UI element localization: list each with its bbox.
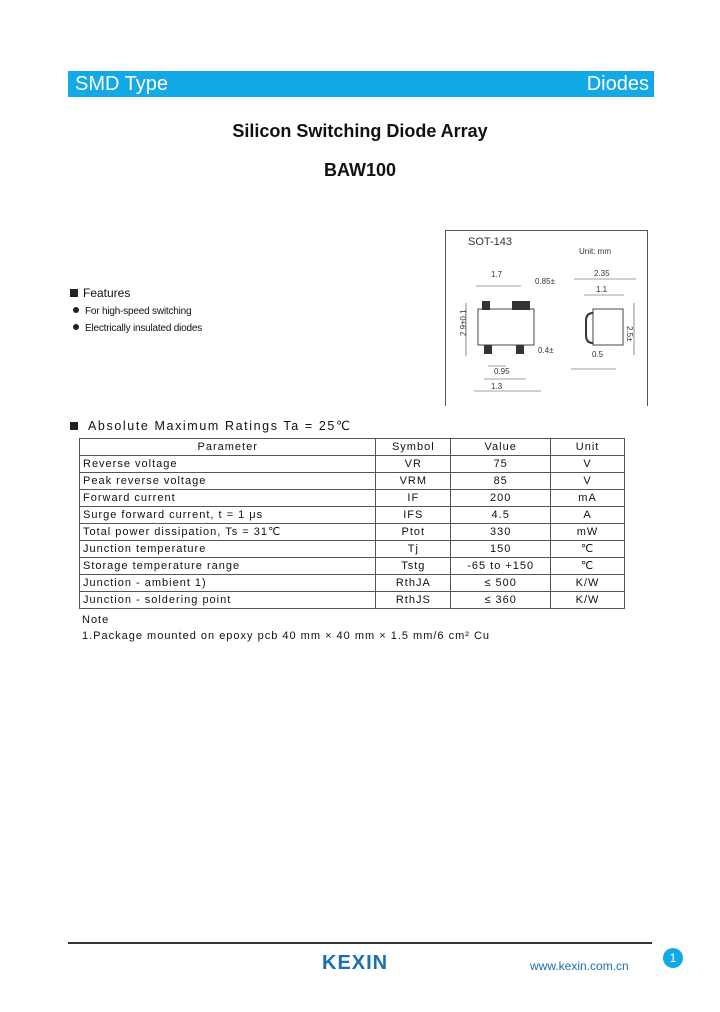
feature-item: Electrically insulated diodes (73, 323, 202, 334)
table-row (80, 524, 625, 541)
cell-symbol: IFS (376, 507, 451, 524)
table-row (80, 507, 625, 524)
ratings-heading: Absolute Maximum Ratings Ta = 25℃ (70, 418, 352, 433)
table-row (80, 473, 625, 490)
ratings-table (79, 438, 625, 609)
note-text: 1.Package mounted on epoxy pcb 40 mm × 40 mm × 1.5 mm/6 cm² Cu (82, 630, 491, 642)
cell-parameter: Total power dissipation, Ts = 31℃ (80, 524, 376, 541)
cell-parameter: Peak reverse voltage (80, 473, 376, 490)
cell-symbol: Tj (376, 541, 451, 558)
dim-a: 0.85± (535, 277, 555, 286)
cell-value: 330 (451, 524, 551, 541)
dim-g: 2.35 (594, 269, 610, 278)
cell-unit: K/W (551, 592, 625, 609)
cell-parameter: Surge forward current, t = 1 μs (80, 507, 376, 524)
cell-unit: V (551, 473, 625, 490)
table-row (80, 592, 625, 609)
cell-symbol: VR (376, 456, 451, 473)
cell-unit: A (551, 507, 625, 524)
cell-parameter: Reverse voltage (80, 456, 376, 473)
feature-item: For high-speed switching (73, 306, 191, 317)
features-heading: Features (70, 286, 130, 300)
cell-parameter: Junction - ambient 1) (80, 575, 376, 592)
website-link[interactable]: www.kexin.com.cn (530, 959, 629, 973)
table-row (80, 456, 625, 473)
cell-unit: ℃ (551, 558, 625, 575)
cell-value: 200 (451, 490, 551, 507)
cell-value: 4.5 (451, 507, 551, 524)
cell-parameter: Junction - soldering point (80, 592, 376, 609)
col-value: Value (451, 439, 551, 456)
table-row (80, 541, 625, 558)
cell-value: 75 (451, 456, 551, 473)
note-label: Note (82, 614, 110, 626)
cell-symbol: Ptot (376, 524, 451, 541)
cell-value: 85 (451, 473, 551, 490)
header-band (68, 71, 654, 97)
cell-parameter: Storage temperature range (80, 558, 376, 575)
cell-parameter: Junction temperature (80, 541, 376, 558)
package-diagram (445, 230, 648, 406)
table-row (80, 558, 625, 575)
document-title: Silicon Switching Diode Array (232, 121, 488, 141)
cell-symbol: VRM (376, 473, 451, 490)
cell-value: ≤ 360 (451, 592, 551, 609)
cell-unit: K/W (551, 575, 625, 592)
table-row (80, 490, 625, 507)
col-unit: Unit (551, 439, 625, 456)
col-symbol: Symbol (376, 439, 451, 456)
cell-symbol: RthJA (376, 575, 451, 592)
package-unit: Unit: mm (579, 247, 611, 256)
header-right: Diodes (586, 73, 649, 95)
col-parameter: Parameter (80, 439, 376, 456)
dim-f: 1.3 (491, 382, 503, 391)
square-bullet-icon (70, 422, 78, 430)
cell-value: ≤ 500 (451, 575, 551, 592)
cell-parameter: Forward current (80, 490, 376, 507)
package-name: SOT-143 (468, 236, 513, 248)
cell-symbol: Tstg (376, 558, 451, 575)
bullet-icon (73, 307, 79, 313)
cell-value: -65 to +150 (451, 558, 551, 575)
dim-i: 2.5± (625, 326, 634, 342)
cell-unit: mA (551, 490, 625, 507)
square-bullet-icon (70, 289, 78, 297)
kexin-logo: KEXIN (322, 952, 389, 974)
cell-unit: V (551, 456, 625, 473)
dim-b: 1.7 (491, 270, 503, 279)
page-number: 1 (663, 948, 683, 968)
dim-j: 0.5 (592, 350, 604, 359)
cell-symbol: RthJS (376, 592, 451, 609)
cell-symbol: IF (376, 490, 451, 507)
bullet-icon (73, 324, 79, 330)
dim-d: 0.4± (538, 346, 554, 355)
footer-rule (68, 942, 652, 944)
dim-h: 1.1 (596, 285, 608, 294)
cell-unit: mW (551, 524, 625, 541)
header-left: SMD Type (75, 73, 168, 95)
dim-e: 0.95 (494, 367, 510, 376)
cell-value: 150 (451, 541, 551, 558)
dim-c: 2.9±0.1 (459, 309, 468, 336)
cell-unit: ℃ (551, 541, 625, 558)
table-row (80, 575, 625, 592)
table-header-row (80, 439, 625, 456)
part-number: BAW100 (323, 160, 397, 180)
